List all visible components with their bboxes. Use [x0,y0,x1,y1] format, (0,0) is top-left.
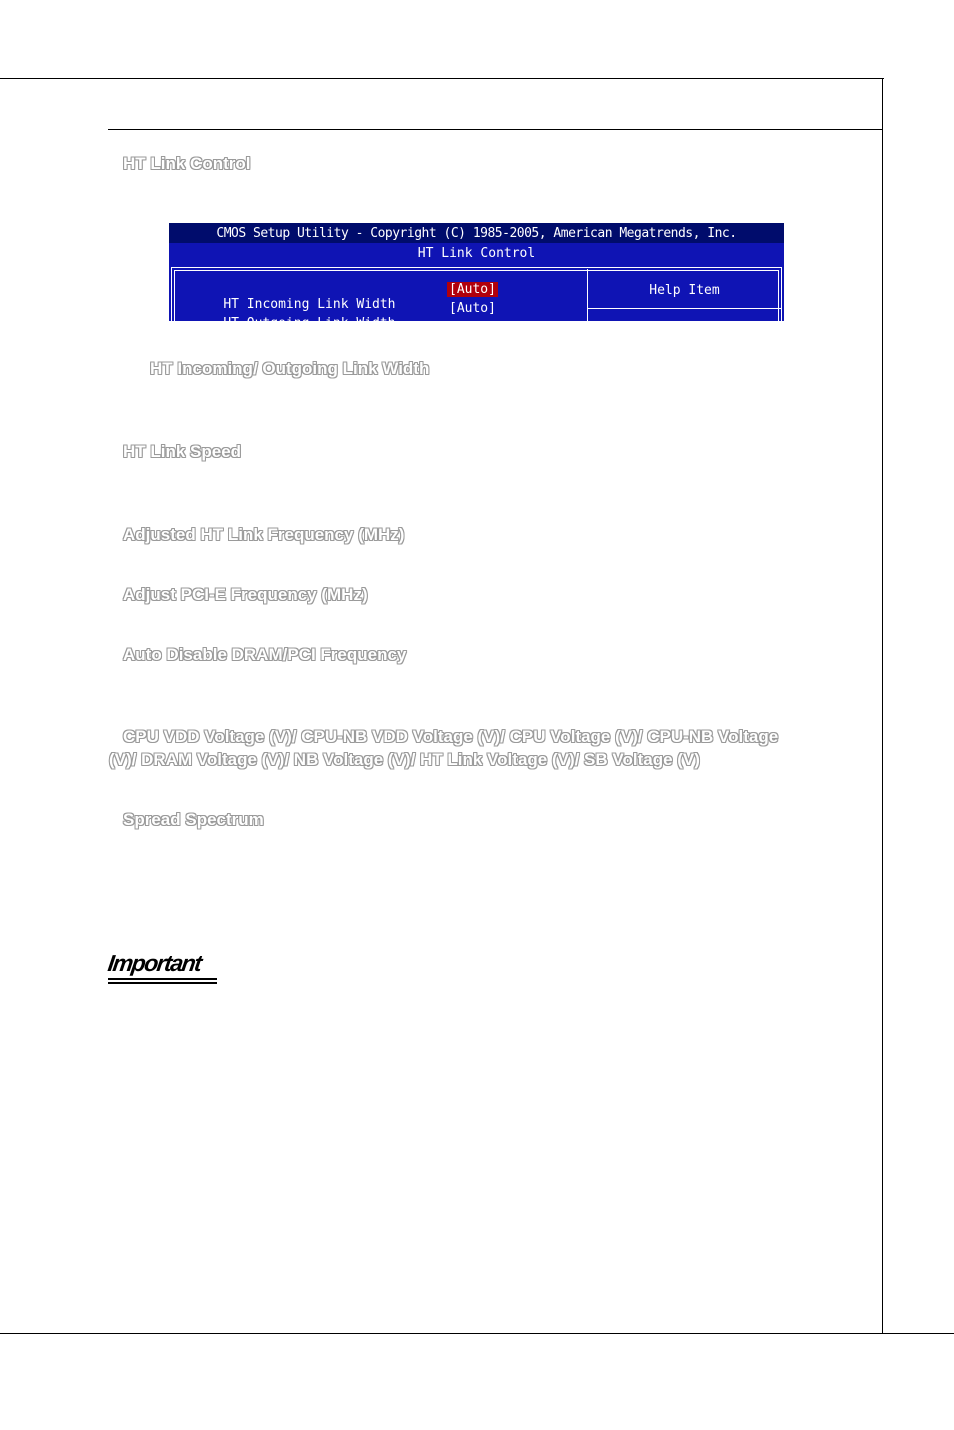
heading-auto-disable-frequency: Auto Disable DRAM/PCI Frequency [123,645,407,664]
bios-row-outgoing-width[interactable] [192,301,396,346]
heading-adjust-pcie-frequency: Adjust PCI-E Frequency (MHz) [123,585,368,604]
important-underline-1 [108,978,217,980]
heading-ht-link-width: HT Incoming/ Outgoing Link Width [150,359,430,378]
heading-voltages-line-1: CPU VDD Voltage (V)/ CPU-NB VDD Voltage (V)/ CPU Voltage (V)/ CPU-NB Voltage [123,727,779,746]
bios-value-outgoing-width[interactable]: [Auto] [449,301,496,316]
bios-value-incoming-width[interactable]: [Auto] [449,282,496,297]
bios-row-label: HT Incoming Link Width [223,297,396,312]
bios-subtitle: HT Link Control [417,246,536,261]
heading-adjusted-ht-frequency: Adjusted HT Link Frequency (MHz) [123,525,405,544]
bios-help-label: Help Item [649,283,720,298]
bios-title: CMOS Setup Utility - Copyright (C) 1985-2005, American Megatrends, Inc. [216,226,737,241]
right-margin-rule [882,78,883,1334]
bottom-rule [0,1333,954,1334]
heading-ht-link-control: HT Link Control [123,154,251,173]
important-underline-2 [108,982,217,984]
bios-title-bar [169,223,784,243]
header-rule [108,129,883,130]
bios-help-panel [587,269,781,329]
heading-spread-spectrum: Spread Spectrum [123,810,264,829]
bios-row-label: HT Outgoing Link Width [223,316,396,331]
heading-ht-link-speed: HT Link Speed [123,442,242,461]
heading-voltages-line-2: (V)/ DRAM Voltage (V)/ NB Voltage (V)/ HT Link Voltage (V)/ SB Voltage (V) [109,750,700,769]
important-label: Important [106,950,203,976]
top-rule [0,78,884,79]
bios-help-divider [588,308,781,309]
bios-screenshot [169,223,784,331]
